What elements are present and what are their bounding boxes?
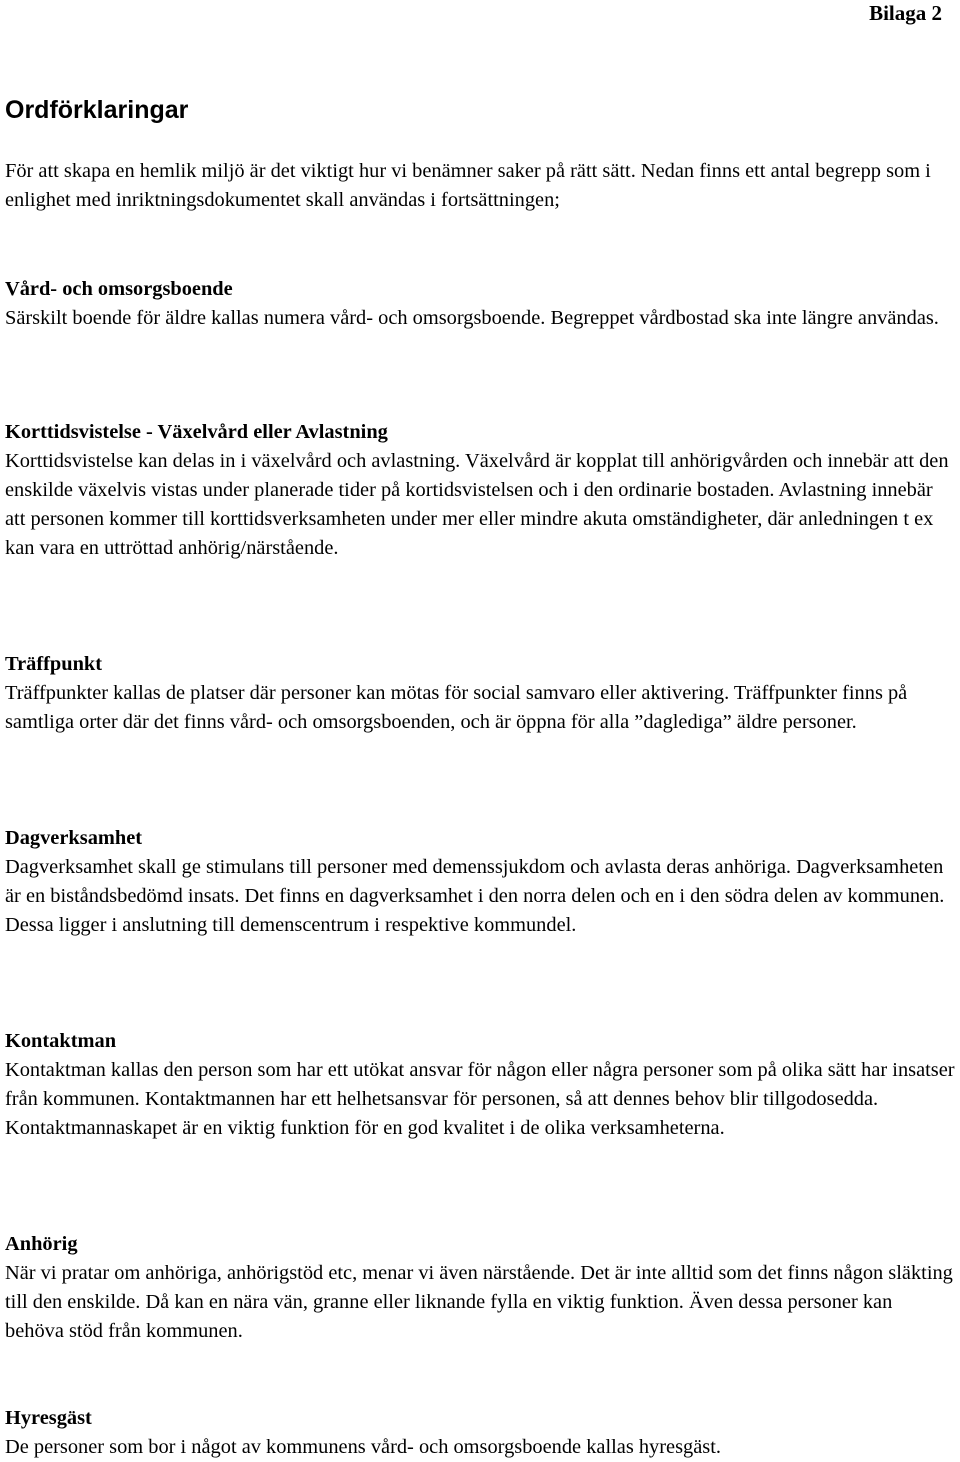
- section-heading: Träffpunkt: [5, 653, 103, 675]
- section-body: Korttidsvistelse kan delas in i växelvård och avlastning. Växelvård är kopplat till anhörigvården och innebär att den enskilde växelvis vistas under planerade tider på kortidsvistelsen och i den ordinarie bostaden. Avlastning innebär att personen kommer till korttidsverksamheten under mer eller mindre akuta omständigheter, där anledningen t ex kan vara en uttröttad anhörig/närstående.: [5, 450, 949, 559]
- section-kontaktman: [5, 1027, 955, 1143]
- section-body: Dagverksamhet skall ge stimulans till personer med demenssjukdom och avlasta deras anhöriga. Dagverksamheten är en biståndsbedömd insats. Det finns en dagverksamhet i den norra delen och en i den södra delen av kommunen. Dessa ligger i anslutning till demenscentrum i respektive kommundel.: [5, 856, 945, 936]
- section-heading: Kontaktman: [5, 1030, 117, 1052]
- section-hyresgast: [5, 1404, 955, 1462]
- section-heading: Korttidsvistelse - Växelvård eller Avlastning: [5, 421, 388, 443]
- intro-paragraph: För att skapa en hemlik miljö är det viktigt hur vi benämner saker på rätt sätt. Nedan finns ett antal begrepp som i enlighet med inriktningsdokumentet skall användas i fortsättningen;: [5, 160, 931, 211]
- section-anhorig: [5, 1230, 955, 1346]
- section-heading: Anhörig: [5, 1233, 78, 1255]
- section-body: När vi pratar om anhöriga, anhörigstöd etc, menar vi även närstående. Det är inte alltid som det finns någon släkting till den enskilde. Då kan en nära vän, granne eller liknande fylla en viktig funktion. Även dessa personer kan behöva stöd från kommunen.: [5, 1262, 953, 1342]
- section-body: Kontaktman kallas den person som har ett utökat ansvar för någon eller några personer som på olika sätt har insatser från kommunen. Kontaktmannen har ett helhetsansvar för personen, så att dennes behov blir tillgodosedda. Kontaktmannaskapet är en viktig funktion för en god kvalitet i de olika verksamheterna.: [5, 1059, 955, 1139]
- section-heading: Hyresgäst: [5, 1407, 92, 1429]
- section-heading: Vård- och omsorgsboende: [5, 278, 233, 300]
- page-title: Ordförklaringar: [5, 96, 189, 124]
- section-body: Träffpunkter kallas de platser där personer kan mötas för social samvaro eller aktivering. Träffpunkter finns på samtliga orter där det finns vård- och omsorgsboenden, och är öppna för alla ”daglediga” äldre personer.: [5, 682, 908, 733]
- section-dagverksamhet: [5, 824, 955, 940]
- section-vard-och-omsorgsboende: [5, 275, 955, 333]
- section-korttidsvistelse: [5, 418, 955, 563]
- section-heading: Dagverksamhet: [5, 827, 143, 849]
- section-traffpunkt: [5, 650, 955, 737]
- section-body: De personer som bor i något av kommunens vård- och omsorgsboende kallas hyresgäst.: [5, 1436, 721, 1458]
- appendix-label: Bilaga 2: [869, 1, 942, 25]
- section-body: Särskilt boende för äldre kallas numera vård- och omsorgsboende. Begreppet vårdbostad ska inte längre användas.: [5, 307, 939, 329]
